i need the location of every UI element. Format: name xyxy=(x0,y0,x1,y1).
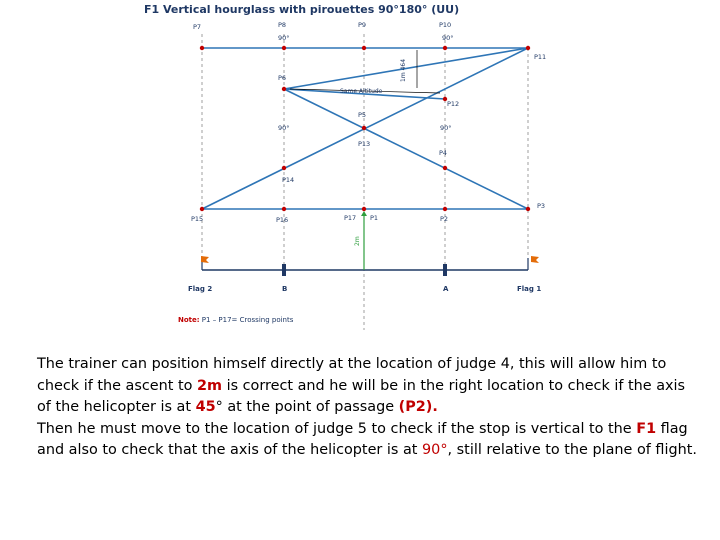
caption-text: , still relative to the plane of flight. xyxy=(447,442,697,459)
label-p15: P15 xyxy=(191,215,204,223)
flag2-icon xyxy=(201,256,209,263)
two-m-arrowhead xyxy=(361,211,367,216)
dot-p7 xyxy=(200,46,204,50)
label-p6: P6 xyxy=(278,74,287,82)
angle-mid-left: 90° xyxy=(278,124,290,132)
dot-p3 xyxy=(526,207,530,211)
label-p3: P3 xyxy=(537,202,546,210)
two-m-label: 2m xyxy=(354,236,361,246)
caption-45: 45 xyxy=(195,399,216,416)
angle-top-right: 90° xyxy=(442,34,454,42)
diagram-title: F1 Vertical hourglass with pirouettes 90°180° (UU) xyxy=(144,3,460,16)
label-p9: P9 xyxy=(358,21,367,29)
caption-paragraph-1 xyxy=(37,354,697,419)
dot-p16 xyxy=(282,207,286,211)
dashed-guides xyxy=(202,34,528,330)
caption-text: Then he must move to the location of judge 5 to check if the stop is vertical to the xyxy=(37,420,637,437)
label-p8: P8 xyxy=(278,21,287,29)
caption-f1: F1 xyxy=(636,420,657,437)
flag1-icon xyxy=(531,256,539,263)
dot-p1 xyxy=(362,207,366,211)
dot-p9 xyxy=(362,46,366,50)
height-marker-label: 1m 464 xyxy=(400,58,407,82)
judge-b-marker xyxy=(282,264,286,276)
note xyxy=(178,316,294,324)
dot-p15 xyxy=(200,207,204,211)
note-text: P1 – P17= Crossing points xyxy=(201,316,294,324)
dot-p14 xyxy=(282,166,286,170)
same-altitude-label: Same Altitude xyxy=(340,88,383,95)
caption-text: ° at the point of passage xyxy=(215,399,399,416)
label-p12: P12 xyxy=(447,100,460,108)
label-p4: P4 xyxy=(439,149,448,157)
dot-p5 xyxy=(362,126,366,130)
note-label: Note: xyxy=(178,316,200,324)
label-p1: P1 xyxy=(370,214,379,222)
dot-p8 xyxy=(282,46,286,50)
descent-diagonal xyxy=(284,89,528,209)
caption-2m: 2m xyxy=(196,377,222,394)
caption xyxy=(37,354,697,462)
label-p17: P17 xyxy=(344,214,357,222)
label-p16: P16 xyxy=(276,216,289,224)
label-p14: P14 xyxy=(282,176,295,184)
judge-a-label: A xyxy=(443,285,449,293)
caption-text: is correct and he will be in the right location to check if the axis of the helicopter is at xyxy=(37,377,686,416)
dot-p11 xyxy=(526,46,530,50)
caption-p2: (P2). xyxy=(398,399,438,416)
dot-p2 xyxy=(443,207,447,211)
angle-top-left: 90° xyxy=(278,34,290,42)
caption-text: The trainer can position himself directly at the location of judge 4, this will allow him to check if the ascent to xyxy=(37,356,667,394)
label-p5: P5 xyxy=(358,111,367,119)
caption-90: 90° xyxy=(422,442,448,459)
label-p2: P2 xyxy=(440,215,449,223)
flag2-label: Flag 2 xyxy=(188,285,213,293)
label-p11: P11 xyxy=(534,53,547,61)
caption-text: flag and also to check that the axis of the helicopter is at xyxy=(37,420,688,459)
caption-paragraph-2 xyxy=(37,419,697,462)
angle-mid-right: 90° xyxy=(440,124,452,132)
label-p10: P10 xyxy=(439,21,452,29)
judge-a-marker xyxy=(443,264,447,276)
dot-p4 xyxy=(443,166,447,170)
flag1-label: Flag 1 xyxy=(517,285,542,293)
dot-p6 xyxy=(282,87,286,91)
dot-p10 xyxy=(443,46,447,50)
label-p13: P13 xyxy=(358,140,371,148)
label-p7: P7 xyxy=(193,23,202,31)
judge-b-label: B xyxy=(282,285,288,293)
